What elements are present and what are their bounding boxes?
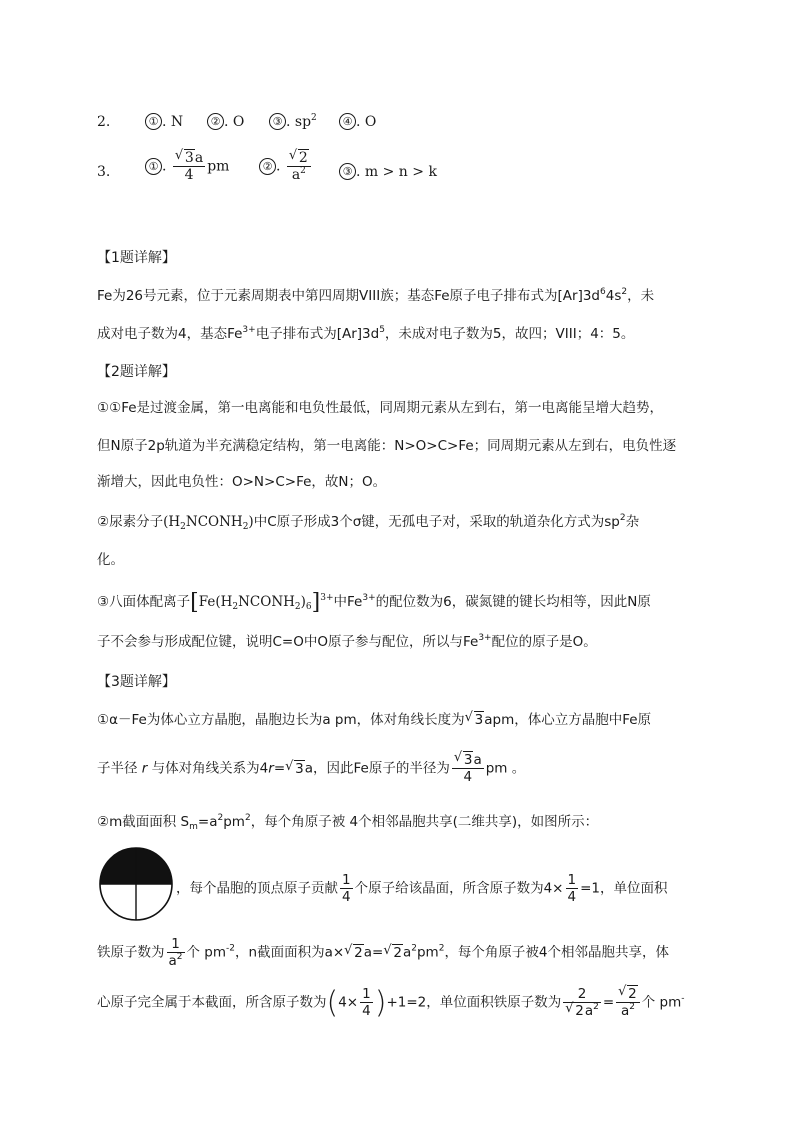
paragraph-line: ②m截面面积 $S_m=a^2pm^2$，每个角原子被 4个相邻晶胞共享(二维共享)，如图所示： (97, 813, 599, 832)
formula-fraction: $\frac{1}{4}$ (342, 872, 351, 905)
answer-number: 2. (97, 114, 111, 130)
section-title-1: 【1题详解】 (97, 250, 176, 266)
section-title-2: 【2题详解】 (97, 364, 176, 380)
paragraph-line: ①α－Fe为体心立方晶胞，晶胞边长为a pm，体对角线长度为 √ 3apm，体心立方晶胞中Fe原 (97, 710, 652, 728)
answer-item: ③ . m > n > k (339, 162, 437, 182)
paragraph-line: 渐增大，因此电负性：O>N>C>Fe，故N；O。 (97, 474, 387, 490)
paragraph-line: 铁原子数为 $\frac{1}{a^2}$ 个 $pm^{-2}$，n截面面积为a× √ 2a= √ $2a^2pm^2$，每个角原子被4个相邻晶胞共享，体 (97, 936, 670, 969)
formula-fraction: √ 3a 4 (174, 148, 204, 183)
answer-item: ② . √ 2 $a^2$ (259, 150, 313, 183)
section-title-3: 【3题详解】 (97, 674, 176, 690)
answer-number: 3. (97, 164, 111, 180)
answer-item: ④ . O (339, 112, 376, 132)
answer-item: ① . √ 3a 4 pm (145, 150, 229, 183)
formula-fraction: √ 3a 4 (453, 750, 482, 785)
paragraph-line: 心原子完全属于本截面，所含原子数为(4× $\frac{1}{4}$ )+1=2，单位面积铁原子数为 2 √ $2a^2$ = √ 2 $a^2$ 个 pm- (97, 984, 685, 1021)
paragraph-line: ，每个晶胞的顶点原子贡献 $\frac{1}{4}$ 个原子给该晶面，所含原子数为4× $\frac{1}{4}$ =1，单位面积 (176, 872, 668, 905)
formula-fraction: √ 2 $a^2$ (616, 986, 640, 1019)
answer-item: ② . O (207, 112, 244, 132)
answer-item: ③ . $sp^2$ (269, 112, 317, 132)
paragraph-line: 子半径 r 与体对角线关系为4r= √ 3a，因此Fe原子的半径为 √ 3a 4 pm 。 (97, 750, 526, 785)
formula-fraction: $\frac{1}{4}$ (567, 872, 577, 905)
formula-fraction: √ 2 $a^2$ (287, 150, 311, 183)
paragraph-line: ③八面体配离子$[Fe(H_2NCONH_2)_6]^{3+}$中$Fe^{3+}$的配位数为6，碳氮键的键长均相等，因此N原 (97, 590, 651, 615)
paragraph-line: 化。 (97, 552, 124, 568)
formula-fraction: 2 √ $2a^2$ (565, 986, 599, 1019)
paragraph-line: ②尿素分子$(H_2NCONH_2)$中C原子形成3个σ键，无孤电子对，采取的轨道杂化方式为$sp^2$杂 (97, 513, 640, 532)
answer-item: ① . N (145, 112, 183, 132)
formula-fraction: $\frac{1}{a^2}$ (168, 936, 183, 969)
unit-cell-face-diagram (98, 846, 174, 922)
paragraph-line: 子不会参与形成配位键，说明C=O中O原子参与配位，所以与$Fe^{3+}$配位的原子是O。 (97, 633, 597, 650)
paragraph-line: Fe为26号元素，位于元素周期表中第四周期VIII族；基态Fe原子电子排布式为$[Ar]3d^64s^2$，未 (97, 287, 655, 304)
paragraph-line: 但N原子2p轨道为半充满稳定结构，第一电离能：N>O>C>Fe；同周期元素从左到右，电负性逐 (97, 438, 677, 454)
paragraph-line: 成对电子数为4，基态$Fe^{3+}$电子排布式为$[Ar]3d^5$，未成对电子数为5，故四；VIII；4：5。 (97, 325, 635, 342)
formula-fraction: $\frac{1}{4}$ (362, 986, 371, 1019)
paragraph-line: ①①Fe是过渡金属，第一电离能和电负性最低，同周期元素从左到右，第一电离能呈增大趋势， (97, 400, 664, 416)
